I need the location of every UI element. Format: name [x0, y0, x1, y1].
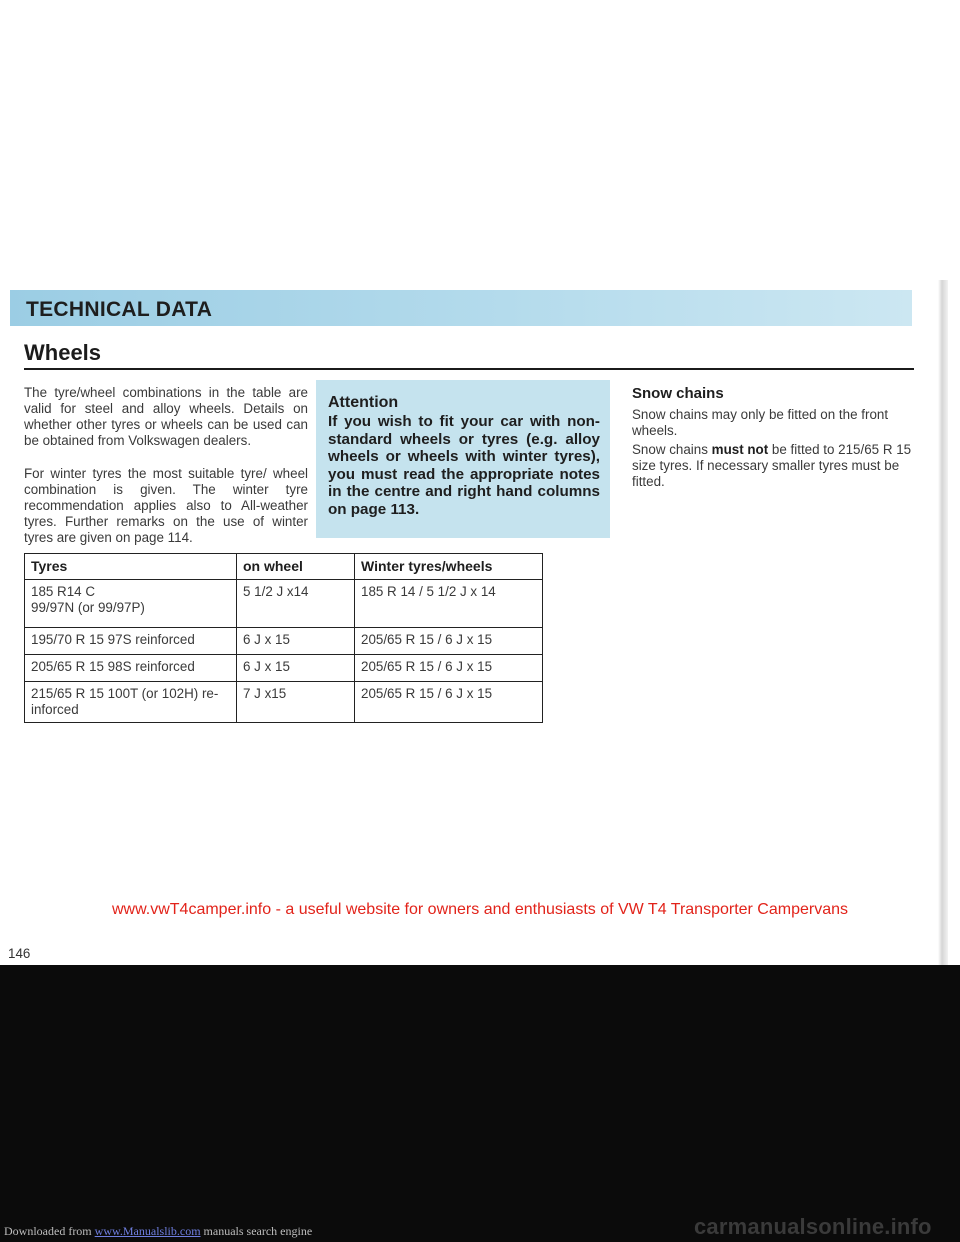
watermark: carmanualsonline.info	[694, 1214, 932, 1239]
download-prefix: Downloaded from	[4, 1224, 95, 1238]
table-row	[25, 628, 543, 655]
section-banner	[10, 290, 912, 326]
cell-winter: 185 R 14 / 5 1/2 J x 14	[355, 580, 543, 628]
page-title: Wheels	[24, 340, 102, 365]
heading-divider	[24, 368, 914, 370]
cell-on-wheel: 6 J x 15	[237, 655, 355, 682]
table-row	[25, 655, 543, 682]
cell-tyres: 215/65 R 15 100T (or 102H) re- inforced	[25, 682, 237, 723]
header-tyres: Tyres	[25, 554, 237, 580]
section-title: TECHNICAL DATA	[26, 298, 213, 321]
manualslib-link[interactable]: www.Manualslib.com	[94, 1224, 201, 1238]
download-source-line	[4, 1224, 312, 1239]
snow-chains-p2-emphasis: must not	[711, 442, 769, 457]
attention-box	[316, 380, 610, 538]
snow-chains-p2-before: Snow chains	[632, 442, 712, 457]
snow-chains-p2-after: be fitted to 215/65 R 15 size tyres. If necessary smaller tyres must be fitted.	[632, 442, 912, 489]
cell-on-wheel: 7 J x15	[237, 682, 355, 723]
cell-tyres: 185 R14 C 99/97N (or 99/97P)	[25, 580, 237, 628]
cell-winter: 205/65 R 15 / 6 J x 15	[355, 628, 543, 655]
table-header-row	[25, 554, 543, 580]
cell-on-wheel: 6 J x 15	[237, 628, 355, 655]
attention-title: Attention	[328, 394, 399, 411]
table-row	[25, 580, 543, 628]
download-suffix: manuals search engine	[200, 1224, 313, 1238]
intro-paragraph-2: For winter tyres the most suitable tyre/ wheel combination is given. The winter tyre recommendation applies also to All-weather tyres. Further remarks on the use of winter tyres are given on page 114.	[24, 466, 308, 545]
cell-winter: 205/65 R 15 / 6 J x 15	[355, 655, 543, 682]
cell-tyres: 195/70 R 15 97S reinforced	[25, 628, 237, 655]
footer-website-link[interactable]: www.vwT4camper.info - a useful website for owners and enthusiasts of VW T4 Transporter Campervans	[111, 901, 849, 918]
scan-dark-border	[0, 965, 960, 1242]
header-on-wheel: on wheel	[237, 554, 355, 580]
snow-chains-title: Snow chains	[632, 385, 724, 402]
page-number: 146	[8, 946, 31, 961]
snow-chains-paragraph-1: Snow chains may only be fitted on the front wheels.	[632, 407, 889, 438]
page-edge-shadow	[938, 280, 948, 980]
cell-tyres: 205/65 R 15 98S reinforced	[25, 655, 237, 682]
intro-paragraph-1: The tyre/wheel combinations in the table are valid for steel and alloy wheels. Details on whether other tyres or wheels can be used can be obtained from Volkswagen dealers.	[24, 385, 308, 448]
cell-on-wheel: 5 1/2 J x14	[237, 580, 355, 628]
tyre-wheel-table	[24, 553, 543, 723]
table-row	[25, 682, 543, 723]
attention-text: If you wish to fit your car with non-standard wheels or tyres (e.g. alloy wheels or wheels with winter tyres), you must read the appropriate notes in the centre and right hand columns on page 113.	[328, 413, 600, 518]
snow-chains-paragraph-2	[632, 442, 922, 490]
cell-winter: 205/65 R 15 / 6 J x 15	[355, 682, 543, 723]
header-winter-tyres-wheels: Winter tyres/wheels	[355, 554, 543, 580]
